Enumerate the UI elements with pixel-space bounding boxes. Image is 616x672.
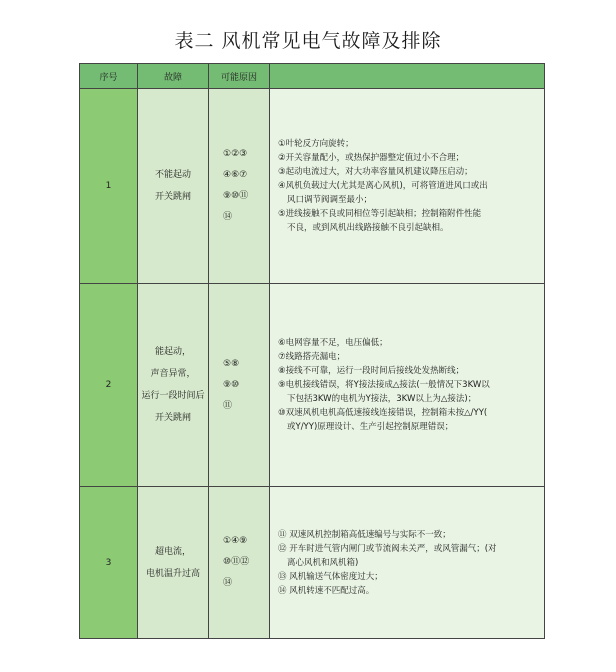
row-seq: 1 (80, 89, 138, 284)
detail-line: 或Y/YY)原理设计、生产引起控制原理错误； (287, 422, 454, 432)
cause-line: ①②③ (223, 149, 248, 159)
row-causes (209, 487, 270, 639)
fault-line: 电机温升过高 (145, 568, 200, 579)
table-row (80, 89, 545, 284)
row-fault (138, 89, 209, 284)
detail-line: ⑦线路搭壳漏电； (278, 352, 346, 362)
header-causes: 可能原因 (209, 64, 270, 89)
detail-line: ⑨电机接线错误，将Y接法接成△接法(一般情况下3KW以 (278, 380, 490, 390)
detail-line: 不良，或到风机出线路接触不良引起缺相。 (287, 223, 449, 233)
detail-line: 风口调节阀调至最小； (287, 195, 373, 205)
fault-line: 运行一段时间后 (141, 391, 205, 401)
detail-line: ⑥电网容量不足，电压偏低； (278, 338, 388, 348)
cause-line: ⑭ (223, 212, 233, 222)
detail-line: ⑫ 开车时进气管内闸门或节流阀未关严，或风管漏气；(对 (278, 543, 497, 554)
table-row (80, 487, 545, 639)
cause-line: ④⑥⑦ (223, 170, 248, 180)
cause-line: ⑤⑧ (223, 358, 240, 369)
detail-line: ⑤进线接触不良或同相位等引起缺相；控制箱附件性能 (278, 209, 482, 219)
header-seq: 序号 (80, 64, 138, 89)
row-detail (270, 284, 545, 487)
header-fault: 故障 (138, 64, 209, 89)
detail-line: ④风机负载过大(尤其是离心风机)，可将管道进风口或出 (278, 181, 488, 191)
fault-line: 超电流， (154, 546, 191, 557)
row-causes (209, 89, 270, 284)
fault-table (79, 63, 545, 639)
header-detail (270, 64, 545, 89)
row-fault (138, 284, 209, 487)
table-title: 表二 风机常见电气故障及排除 (174, 30, 442, 52)
table-row (80, 284, 545, 487)
cause-line: ⑭ (223, 578, 233, 588)
row-seq: 3 (80, 487, 138, 639)
cause-line: ⑨⑩⑪ (223, 191, 249, 201)
row-causes (209, 284, 270, 487)
fault-line: 不能起动 (154, 170, 191, 180)
cause-line: ⑨⑩ (223, 379, 240, 390)
detail-line: ①叶轮反方向旋转； (278, 139, 354, 149)
cause-line: ⑪ (223, 400, 233, 411)
detail-line: ⑭ 风机转速不匹配过高。 (278, 585, 375, 596)
fault-line: 能起动， (154, 347, 191, 357)
detail-line: 下包括3KW的电机为Y接法，3KW以上为△接法)； (287, 394, 477, 404)
row-detail (270, 89, 545, 284)
header-row (80, 64, 545, 89)
row-detail (270, 487, 545, 639)
cause-line: ⑩⑪⑫ (223, 557, 250, 567)
cause-line: ①④⑨ (223, 536, 248, 546)
detail-line: ③起动电流过大，对大功率容量风机建议降压启动； (278, 167, 473, 177)
fault-line: 开关跳闸 (154, 192, 191, 202)
detail-line: ⑪ 双速风机控制箱高低速编号与实际不一致； (278, 529, 451, 540)
detail-line: ⑧接线不可靠，运行一段时间后接线处发热断线； (278, 366, 465, 376)
detail-line: ⑬ 风机输送气体密度过大； (278, 571, 383, 582)
detail-line: ②开关容量配小，或热保护器整定值过小不合理； (278, 153, 465, 163)
row-fault (138, 487, 209, 639)
detail-line: 离心风机和风机箱) (287, 557, 359, 568)
detail-line: ⑩双速风机电机高低速接线连接错误，控制箱未按△/YY( (278, 408, 488, 418)
row-seq: 2 (80, 284, 138, 487)
fault-line: 声音异常， (150, 369, 196, 379)
fault-line: 开关跳闸 (154, 413, 191, 423)
